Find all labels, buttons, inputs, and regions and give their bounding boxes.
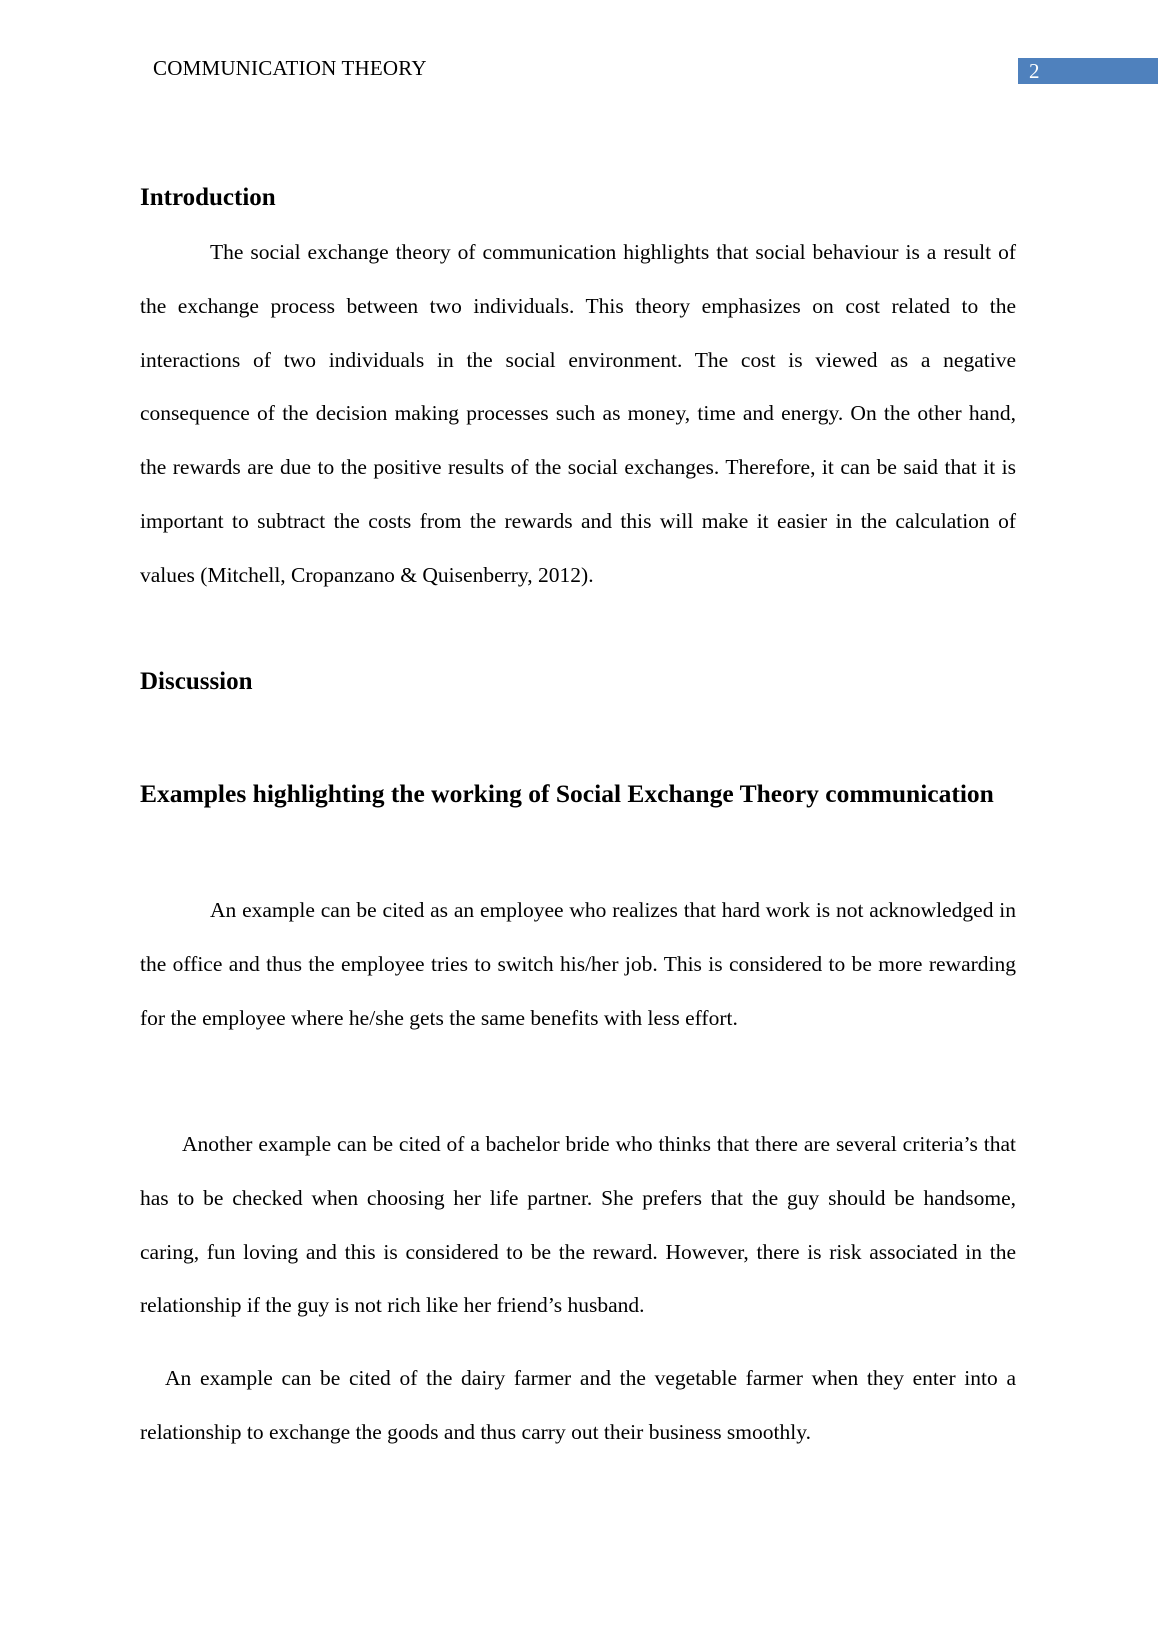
example-paragraph-1: An example can be cited as an employee who realizes that hard work is not acknowledged in the office and thus the employee tries to switch his/her job. This is considered to be more rewarding for the employee where he/she gets the same benefits with less effort. <box>140 898 1016 1030</box>
discussion-heading: Discussion <box>140 668 253 695</box>
introduction-heading: Introduction <box>140 184 276 211</box>
examples-subheading: Examples highlighting the working of Social Exchange Theory communication <box>140 779 994 808</box>
example-paragraph-2: Another example can be cited of a bachelor bride who thinks that there are several criteria’s that has to be checked when choosing her life partner. She prefers that the guy should be handsome, caring, fun loving and this is considered to be the reward. However, there is risk associated in the relationship if the guy is not rich like her friend’s husband. <box>140 1132 1016 1318</box>
introduction-paragraph: The social exchange theory of communication highlights that social behaviour is a result of the exchange process between two individuals. This theory emphasizes on cost related to the interactions of two individuals in the social environment. The cost is viewed as a negative consequence of the decision making processes such as money, time and energy. On the other hand, the rewards are due to the positive results of the social exchanges. Therefore, it can be said that it is important to subtract the costs from the rewards and this will make it easier in the calculation of values (Mitchell, Cropanzano & Quisenberry, 2012). <box>140 240 1016 587</box>
running-head: COMMUNICATION THEORY <box>153 56 427 80</box>
page-number: 2 <box>1018 58 1158 84</box>
example-paragraph-3: An example can be cited of the dairy farmer and the vegetable farmer when they enter into a relationship to exchange the goods and thus carry out their business smoothly. <box>140 1366 1016 1444</box>
